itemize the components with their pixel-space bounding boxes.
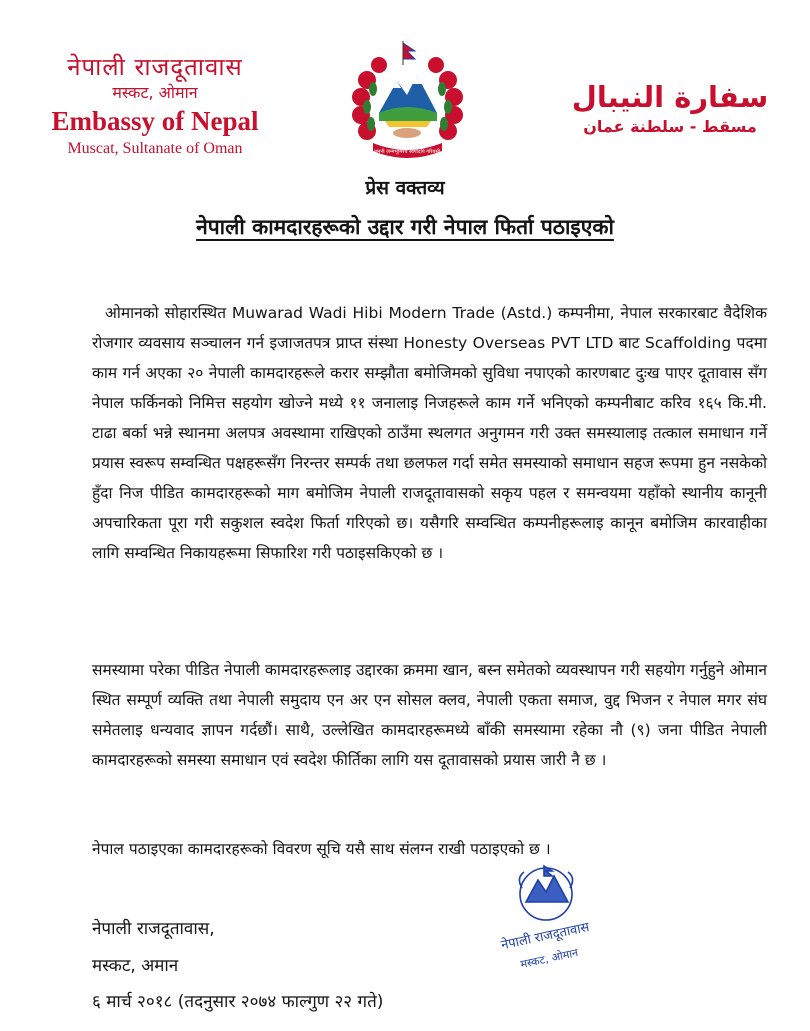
svg-text:मस्कट, ओमान: मस्कट, ओमान — [519, 946, 580, 972]
embassy-name-nepali: नेपाली राजदूतावास — [67, 53, 243, 81]
signature-location: मस्कट, अमान — [92, 956, 179, 976]
embassy-name-arabic: سفارة النيبال — [571, 80, 769, 114]
svg-text:जननी जन्मभूमिश्च स्वर्गादपि गर: जननी जन्मभूमिश्च स्वर्गादपि गरियसी — [373, 149, 441, 155]
signature-embassy-name: नेपाली राजदूतावास, — [92, 919, 215, 939]
body-paragraph-2: समस्यामा परेका पीडित नेपाली कामदारहरूलाइ उद्दारका क्रममा खान, बस्न समेतको व्यवस्थापन गरी सहयोग गर्नुहुने ओमान स्थित सम्पूर्ण व्यक्ति तथा नेपाली समुदाय एन अर एन सोसल क्लव, नेपाली एकता समाज, वुद्द भिजन र नेपाल मगर संघ समेतलाइ धन्यवाद ज्ञापन गर्दछौं। साथै, उल्लेखित कामदारहरूमध्ये बाँकी समस्यामा रहेका नौ (९) जना पीडित नेपाली कामदारहरूको समस्या समाधान एवं स्वदेश फीर्तिका लागि यस दूतावासको प्रयास जारी नै छ । — [92, 661, 767, 769]
document-headline: नेपाली कामदारहरूको उद्दार गरी नेपाल फिर्ता पठाइएको — [196, 215, 614, 239]
signature-date: ६ मार्च २०१८ (तदनुसार २०७४ फाल्गुण २२ गते) — [92, 992, 384, 1012]
embassy-stamp-icon — [486, 860, 606, 985]
letterhead-left — [30, 52, 280, 160]
svg-text:नेपाली राजदूतावास: नेपाली राजदूतावास — [499, 919, 591, 954]
letterhead-right — [555, 78, 785, 138]
embassy-location-nepali: मस्कट, ओमान — [112, 83, 198, 102]
body-paragraph-1: ओमानको सोहारस्थित Muwarad Wadi Hibi Modern Trade (Astd.) कम्पनीमा, नेपाल सरकारबाट वैदेशिक रोजगार व्यवसाय सञ्चालन गर्न इजाजतपत्र प्राप्त संस्था Honesty Overseas PVT LTD बाट Scaffolding पदमा काम गर्न अएका २० नेपाली कामदारहरूले करार सम्झौता बमोजिमको सुविधा नपाएको कारणबाट दुःख पाएर दूतावास सँग नेपाल फर्किनको निमित्त सहयोग खोज्ने मध्ये ११ जनालाइ निजहरूले काम गर्ने भनिएको कम्पनीबाट करिव १६५ कि.मी. टाढा बर्का भन्ने स्थानमा अलपत्र अवस्थामा राखिएको ठाउँमा स्थलगत अनुगमन गरी उक्त समस्यालाइ तत्काल समाधान गर्ने प्रयास स्वरूप सम्वन्धित पक्षहरूसँग निरन्तर सम्पर्क तथा छलफल गर्दा समेत समस्याको समाधान सहज रूपमा हुन नसकेको हुँदा निज पीडित कामदारहरूको माग बमोजिम नेपाली राजदूतावासको सकृय पहल र समन्वयमा यहाँको स्थानीय कानूनी अपचारिकता पूरा गरी सकुशल स्वदेश फिर्ता गरिएको छ। यसैगरि सम्वन्धित कम्पनीहरूलाइ कानून बमोजिम कारवाहीका लागि सम्वन्धित निकायहरूमा सिफारिश गरी पठाइसकिएको छ । — [92, 304, 767, 562]
document-type-label: प्रेस वक्तव्य — [365, 177, 445, 199]
embassy-location-english: Muscat, Sultanate of Oman — [67, 140, 243, 157]
nepal-emblem-icon — [345, 35, 470, 165]
embassy-location-arabic: مسقط - سلطنة عمان — [583, 117, 757, 136]
embassy-name-english: Embassy of Nepal — [51, 106, 259, 136]
body-paragraph-3: नेपाल पठाइएका कामदारहरूको विवरण सूचि यसै साथ संलग्न राखी पठाइएको छ । — [92, 840, 551, 858]
